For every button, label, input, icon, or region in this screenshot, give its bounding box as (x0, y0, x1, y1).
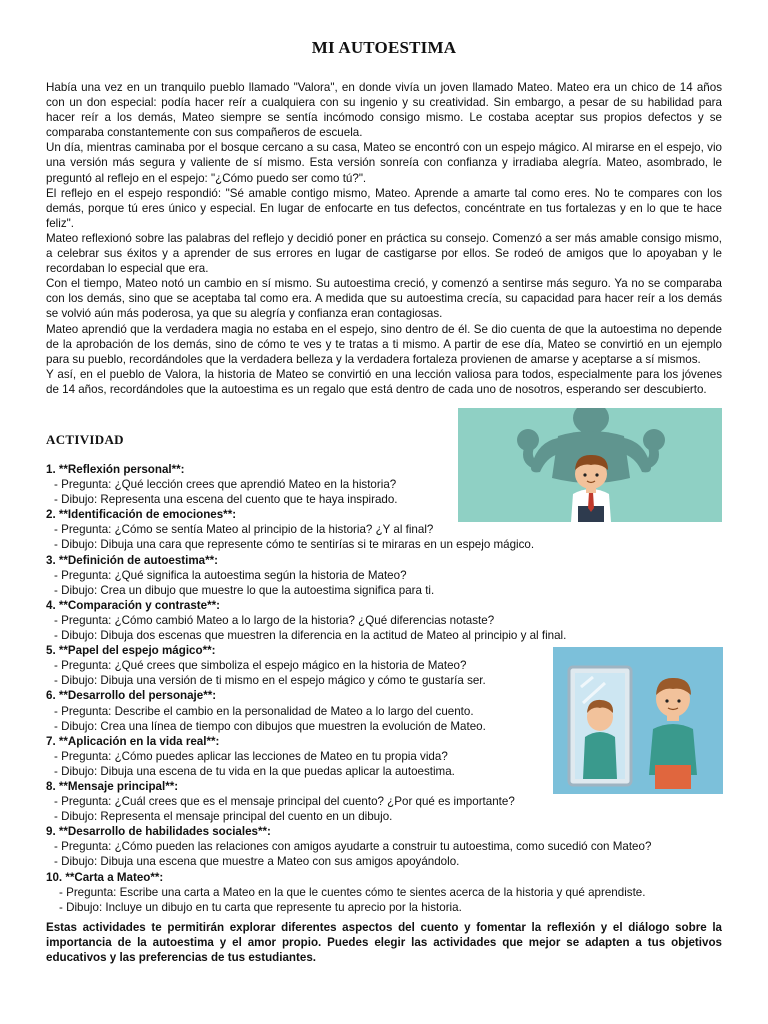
activity-drawing: - Dibujo: Dibuja una escena que muestre a Mateo con sus amigos apoyándolo. (54, 855, 460, 869)
activity-title: 4. **Comparación y contraste**: (46, 598, 220, 612)
activity-question: - Pregunta: ¿Cómo pueden las relaciones con amigos ayudarte a construir tu autoestima, como sucedió con Mateo? (54, 840, 652, 854)
page-title: MI AUTOESTIMA (311, 38, 457, 57)
boy-looking-in-mirror-illustration (553, 647, 723, 794)
activity-item (46, 870, 722, 915)
activity-drawing: - Dibujo: Dibuja una versión de ti mismo en el espejo mágico y cómo te gustaría ser. (54, 674, 486, 688)
story-paragraph: Mateo reflexionó sobre las palabras del reflejo y decidió poner en práctica su consejo. Comenzó a ser más amable consigo mismo, a celebrar sus éxitos y a aprender de sus errores en lugar de castigarse por ellos. Se rodeó de amigos que lo apoyaban y le recordaban lo especial que era. (46, 231, 722, 276)
activity-question: - Pregunta: ¿Cómo cambió Mateo a lo largo de la historia? ¿Qué diferencias notaste? (54, 613, 495, 627)
activity-drawing: - Dibujo: Dibuja una cara que represente cómo te sentirías si te miraras en un espejo mágico. (54, 538, 535, 552)
activity-drawing: - Dibujo: Representa el mensaje principal del cuento en un dibujo. (54, 810, 393, 824)
activity-drawing: - Dibujo: Representa una escena del cuento que te haya inspirado. (54, 493, 398, 507)
story-paragraph: Un día, mientras caminaba por el bosque cercano a su casa, Mateo se encontró con un espejo mágico. Al mirarse en el espejo, vio una versión más segura y valiente de sí mismo. Esta versión sonreía con confianza y irradiaba alegría. Mateo, asombrado, le preguntó al reflejo en el espejo: "¿Cómo puedo ser como tú?". (46, 141, 722, 185)
activity-question: - Pregunta: ¿Cuál crees que es el mensaje principal del cuento? ¿Por qué es importante? (54, 795, 515, 809)
activity-title: 3. **Definición de autoestima**: (46, 553, 219, 567)
activity-item (46, 824, 722, 869)
activity-question: - Pregunta: Describe el cambio en la personalidad de Mateo a lo largo del cuento. (54, 704, 474, 718)
activity-title: 5. **Papel del espejo mágico**: (46, 644, 216, 658)
activity-drawing: - Dibujo: Crea un dibujo que muestre lo que la autoestima significa para ti. (54, 583, 435, 597)
strong-shadow-image (458, 408, 722, 522)
activity-title: 6. **Desarrollo del personaje**: (46, 689, 217, 703)
activity-drawing: - Dibujo: Incluye un dibujo en tu carta que represente tu aprecio por la historia. (59, 900, 462, 914)
activity-question: - Pregunta: Escribe una carta a Mateo en la que le cuentes cómo te sientes acerca de la historia y qué aprendiste. (59, 885, 646, 899)
closing-paragraph: Estas actividades te permitirán explorar diferentes aspectos del cuento y fomentar la reflexión y el diálogo sobre la importancia de la autoestima y el amor propio. Puedes elegir las actividades que mejor se adapten a tus objetivos educativos y las preferencias de tus estudiantes. (46, 921, 722, 965)
boy-with-strong-shadow-illustration (458, 408, 722, 522)
story-paragraph: Y así, en el pueblo de Valora, la historia de Mateo se convirtió en una lección valiosa para todos, especialmente para los jóvenes de 14 años, recordándoles que la autoestima es un regalo que está dentro de cada uno de nosotros, esperando ser descubierto. (46, 367, 722, 396)
story-paragraph: Con el tiempo, Mateo notó un cambio en sí mismo. Su autoestima creció, y comenzó a sentirse más seguro. Ya no se comparaba con los demás, sino que se aceptaba tal como era. A medida que su autoestima crecía, su capacidad para hacer reír a los demás se volvió aún más poderosa, ya que su alegría y confianza eran contagiosas. (46, 277, 722, 321)
mirror-image (553, 647, 723, 794)
activity-title: 10. **Carta a Mateo**: (46, 870, 164, 884)
story-paragraph: Mateo aprendió que la verdadera magia no estaba en el espejo, sino dentro de él. Se dio cuenta de que la autoestima no depende de la aprobación de los demás, sino de cómo te ves y te tratas a ti mismo. A partir de ese día, Mateo se convirtió en un ejemplo para su pueblo, recordándoles que la verdadera belleza y la verdadera fortaleza provienen de amarse y aceptarse a sí mismos. (46, 322, 722, 366)
activity-drawing: - Dibujo: Dibuja dos escenas que muestren la diferencia en la actitud de Mateo al principio y al final. (54, 629, 567, 643)
activity-drawing: - Dibujo: Dibuja una escena de tu vida en la que puedas aplicar la autoestima. (54, 764, 455, 778)
activity-question: - Pregunta: ¿Qué crees que simboliza el espejo mágico en la historia de Mateo? (54, 659, 467, 673)
activity-question: - Pregunta: ¿Qué lección crees que aprendió Mateo en la historia? (54, 478, 397, 492)
activity-title: 7. **Aplicación en la vida real**: (46, 734, 220, 748)
activity-title: 1. **Reflexión personal**: (46, 463, 185, 476)
activity-title: 8. **Mensaje principal**: (46, 779, 179, 793)
activity-heading: ACTIVIDAD (46, 432, 124, 447)
activity-question: - Pregunta: ¿Cómo se sentía Mateo al principio de la historia? ¿Y al final? (54, 523, 434, 537)
activity-question: - Pregunta: ¿Qué significa la autoestima según la historia de Mateo? (54, 568, 407, 582)
story-paragraph: El reflejo en el espejo respondió: "Sé amable contigo mismo, Mateo. Aprende a amarte tal como eres. No te compares con los demás, porque tú eres único y especial. En lugar de enfocarte en tus defectos, concéntrate en tus fortalezas y en lo que te hace feliz". (46, 186, 722, 230)
activity-question: - Pregunta: ¿Cómo puedes aplicar las lecciones de Mateo en tu propia vida? (54, 749, 448, 763)
story-paragraph: Había una vez en un tranquilo pueblo llamado "Valora", en donde vivía un joven llamado Mateo. Mateo era un chico de 14 años con un don especial: podía hacer reír a cualquiera con su ingenio y su creatividad. Sin embargo, a pesar de su habilidad para hacer reír a los demás, Mateo siempre se sentía incómodo consigo mismo. Le costaba aceptar sus propios defectos y se comparaba constantemente con sus compañeros de escuela. (46, 81, 722, 140)
story-text (46, 80, 722, 397)
activity-title: 9. **Desarrollo de habilidades sociales**: (46, 825, 271, 839)
activity-drawing: - Dibujo: Crea una línea de tiempo con dibujos que muestren la evolución de Mateo. (54, 719, 486, 733)
activity-item (46, 598, 722, 643)
activity-title: 2. **Identificación de emociones**: (46, 508, 237, 522)
activity-item (46, 553, 722, 598)
